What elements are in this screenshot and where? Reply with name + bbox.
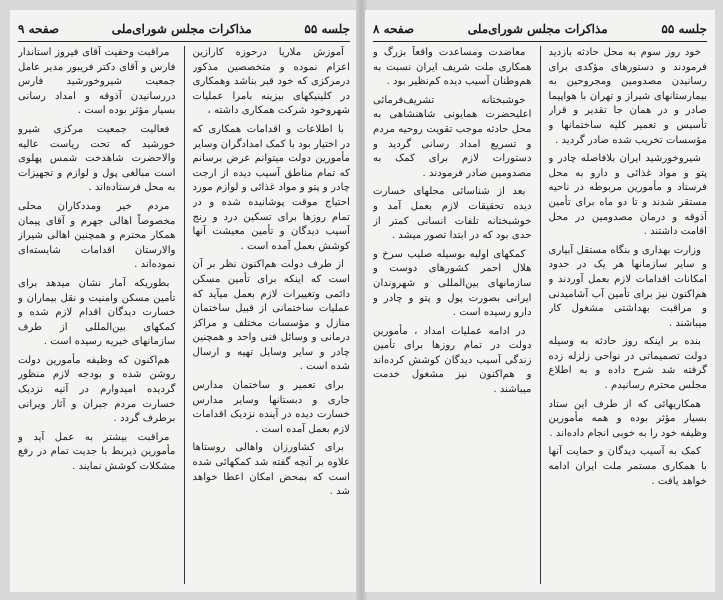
- paragraph: خوشبختانه تشریف‌فرمائی اعلیحضرت همایونی شاهنشاهی به محل حادثه موجب تقویت روحیه مردم و تسریع امداد رسانی گردید و دستورات لازم برای کمک به مصدومین صادر فرمودند .: [373, 94, 532, 179]
- left-page-number: صفحه ۹: [18, 22, 60, 36]
- paragraph: برای کشاورزان واهالی روستاها علاوه بر آنچه گفته شد کمکهائی شده است که بمحض امکان اعطا خواهد شد .: [192, 442, 350, 498]
- paragraph: کمکهای اولیه بوسیله صلیب سرخ و هلال احمر کشورهای دوست و سازمانهای بین‌المللی و شهروندان ایرانی بصورت پول و پتو و چادر و دارو رسیده است .: [373, 248, 532, 319]
- paragraph: برای تعمیر و ساختمان مدارس جاری و دبستانها وسایر مدارس خسارت دیده در آینده نزدیک اقدامات لازم بعمل آمده است .: [192, 380, 350, 435]
- header-rule: [373, 41, 707, 42]
- paragraph: بعد از شناسائی محلهای خسارت دیده تحقیقات لازم بعمل آمد و خوشبختانه تلفات انسانی کمتر از حدی بود که در ابتدا تصور میشد .: [373, 186, 532, 242]
- left-page: [10, 10, 358, 592]
- paragraph: کمک به آسیب دیدگان و حمایت آنها با همکاری مستمر ملت ایران ادامه خواهد یافت .: [548, 446, 707, 487]
- right-page-title: مذاکرات مجلس شورای‌ملی: [467, 22, 608, 36]
- left-page-left-column: [18, 46, 176, 584]
- left-page-right-column: [193, 46, 351, 584]
- paragraph: فعالیت جمعیت مرکزی شیرو خورشید که تحت ریاست عالیه والاحضرت شاهدخت شمس پهلوی است مبالغی پول و لوازم و تجهیزات به محل فرستاده‌اند .: [18, 123, 176, 194]
- paragraph: وزارت بهداری و بنگاه مستقل آبیاری و سایر سازمانها هر یک در حدود امکانات اقدامات لازم بعمل آوردند و هم‌اکنون نیز برای تأمین آب آشامیدنی و مراقبت بهداشتی مشغول کار میباشند .: [548, 244, 707, 329]
- right-page: [365, 10, 715, 592]
- left-page-title: مذاکرات مجلس شورای‌ملی: [111, 22, 252, 36]
- paragraph: خود روز سوم به محل حادثه بازدید فرمودند و دستورهای مؤکدی برای رسانیدن مصدومین ومجروحین به بیمارستانهای شیراز و تهران با هواپیما صادر و در همان جا تقدیر و قرار تأسیس و تعمیر کلیه ساختمانها و مؤسسات تخریب شده صادر گردید .: [548, 47, 707, 146]
- right-page-left-column: [373, 46, 532, 584]
- paragraph: شیروخورشید ایران بلافاصله چادر و پتو و مواد غذائی و دارو به محل فرستاد و مأمورین مربوطه در ناحیه مستقر شدند و تا دو ماه برای تأمین آذوقه و درمان مصدومین در محل اقامت داشتند .: [548, 153, 707, 238]
- right-page-number: صفحه ۸: [373, 22, 415, 36]
- paragraph: بطوریکه آمار نشان میدهد برای تأمین مسکن وامنیت و نقل بیماران و خسارت دیدگان اقدام لازم شده و کمکهای بین‌المللی از طرف سازمانهای خیریه رسیده است .: [18, 277, 176, 348]
- paragraph: مراقبت بیشتر به عمل آید و مأمورین ذیربط با جدیت تمام در رفع مشکلات کوشش نمایند .: [18, 431, 176, 473]
- paragraph: هم‌اکنون که وظیفه مأمورین دولت روشن شده و بودجه لازم منظور گردیده امیدوارم در آتیه نزدیک خسارت مردم جبران و آثار ویرانی برطرف گردد .: [18, 354, 176, 425]
- column-divider: [184, 46, 185, 584]
- right-page-right-column: [549, 46, 708, 584]
- right-page-columns: [373, 46, 707, 584]
- header-rule: [18, 41, 350, 42]
- paragraph: مردم خیر ومددکاران محلی مخصوصاً اهالی جهرم و آقای پیمان همکار محترم و همچنین اهالی شیراز والارستان اقدامات شایسته‌ای نموده‌اند .: [18, 200, 176, 271]
- paragraph: در ادامه عملیات امداد ، مأمورین دولت در تمام روزها برای تأمین زندگی آسیب دیدگان کوشش کرده‌اند و هم‌اکنون نیز مشغول خدمت میباشند .: [373, 325, 532, 396]
- right-page-header: [373, 18, 707, 40]
- paragraph: معاضدت ومساعدت واقعاً بزرگ و همکاری ملت شریف ایران نسبت به هم‌وطنان آسیب دیده کم‌نظیر بود .: [373, 47, 532, 88]
- paragraph: همکاریهائی که از طرف این ستاد بسیار مؤثر بوده و همه مأمورین وظیفه خود را به خوبی انجام داده‌اند .: [548, 398, 707, 439]
- left-page-header: [18, 18, 350, 40]
- paragraph: با اطلاعات و اقدامات همکاری که در اختیار بود با کمک امدادگران وسایر مأمورین دولت میتوانم عرض برسانم که تمام مناطق آسیب دیده از ارجت چادر و پتو و مواد غذائی و لوازم مورد احتیاج موقت پوشانیده شده و در تمام روزها برای تسکین درد و رنج آسیب دیدگان و تأمین معیشت آنها کوشش بعمل آمده است .: [192, 123, 350, 252]
- paragraph: مراقبت وحفیت آقای فیروز استاندار فارس و آقای دکتر فریبور مدیر عامل جمعیت شیروخورشید فارس دررسانیدن آذوقه و امداد رسانی بسیار مؤثر بوده است .: [18, 47, 176, 117]
- paragraph: بنده بر اینکه روز حادثه به وسیله دولت تصمیماتی در نواحی زلزله زده گرفته شد شرح داده و به اطلاع مجلس محترم رسانیدم .: [548, 336, 707, 392]
- column-divider: [540, 46, 541, 584]
- left-page-columns: [18, 46, 350, 584]
- right-page-session: جلسه ۵۵: [661, 22, 707, 36]
- paragraph: آموزش ملاریا درحوزه کارازین اعزام نموده و متخصصین مذکور درمرکزی که خود قبر بناشد وهمکاری در کلینیکهای بیزینه بامرا عملیات شهروخود شرکت همکاری داشته ،: [192, 47, 350, 117]
- left-page-session: جلسه ۵۵: [304, 22, 350, 36]
- paragraph: از طرف دولت هم‌اکنون نظر بر آن است که اینکه برای تأمین مسکن دائمی وتغییرات لازم بعمل میآید که عملیات ساختمانی از قبیل ساختمان منازل و مؤسسات مختلف و مراکز درمانی و وسائل فنی واحد و همچنین چادر و سایر وسایل تهیه و ارسال شده است .: [192, 259, 350, 373]
